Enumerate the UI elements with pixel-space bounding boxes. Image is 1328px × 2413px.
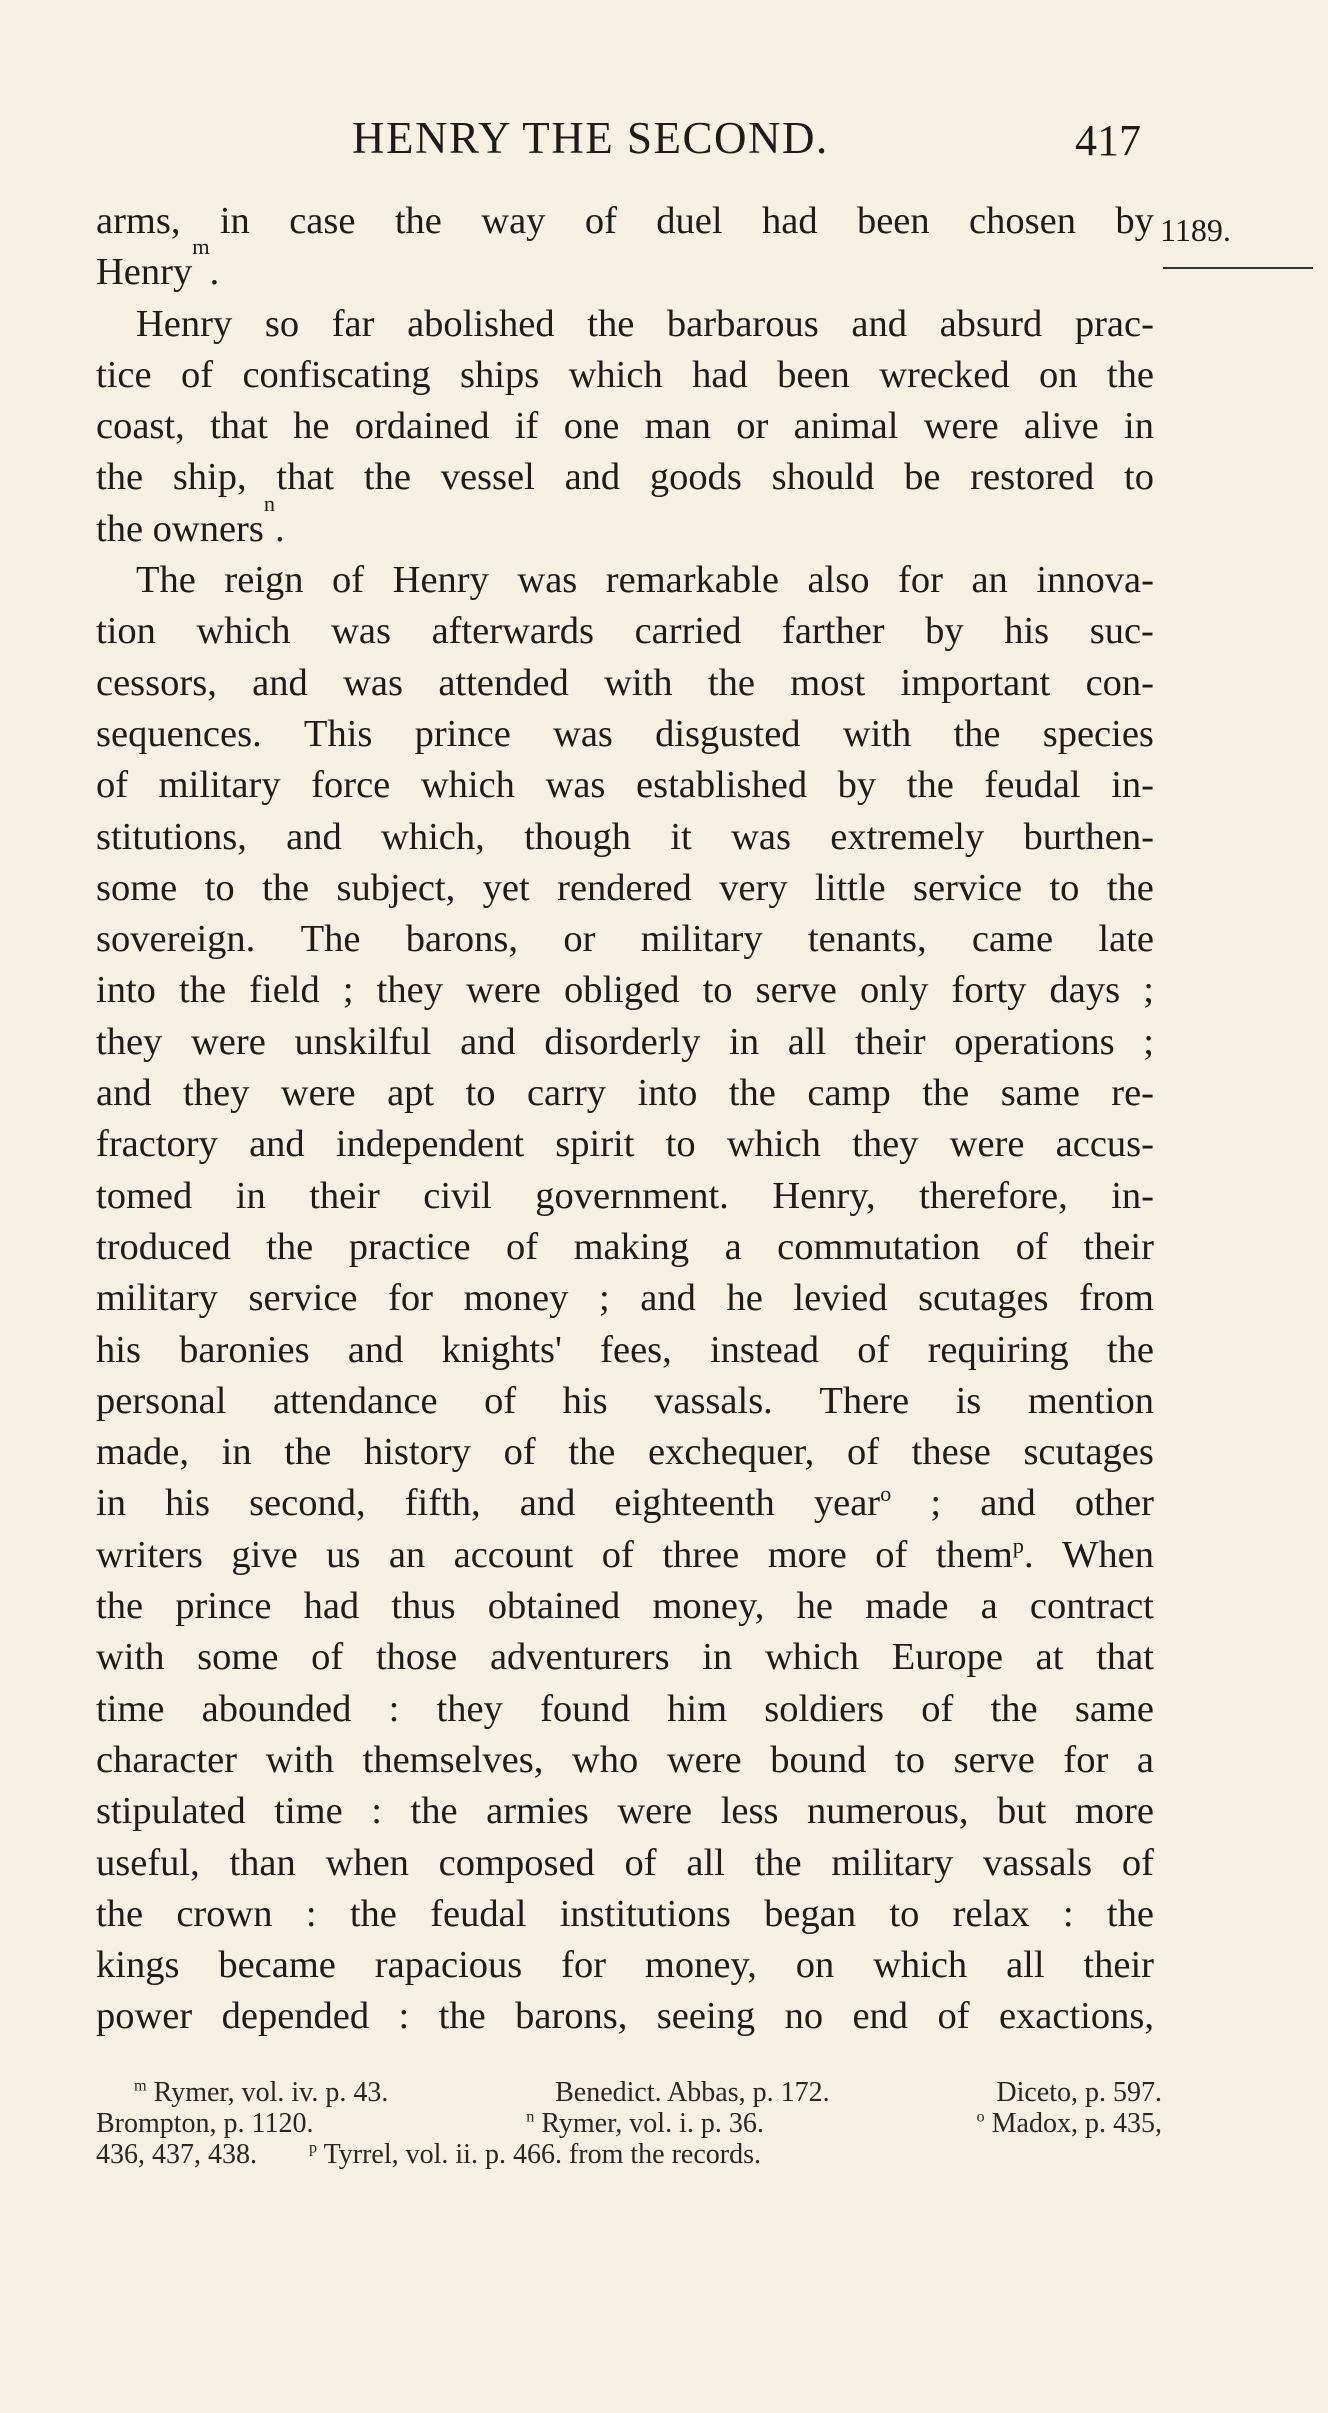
text-line: cessors, and was attended with the most important con- [96, 661, 1154, 704]
running-title: HENRY THE SECOND. [352, 113, 829, 163]
footnote-marker: m [134, 2076, 147, 2095]
text-line: the owners n . [96, 504, 1154, 555]
text-line: troduced the practice of making a commutation of their [96, 1225, 1154, 1268]
text-line: tice of confiscating ships which had been wrecked on the [96, 353, 1154, 396]
text-line: the crown : the feudal institutions began to relax : the [96, 1892, 1154, 1935]
text-line: with some of those adventurers in which Europe at that [96, 1636, 1154, 1679]
text-line: stipulated time : the armies were less numerous, but more [96, 1790, 1154, 1833]
footnote-marker: o [976, 2107, 985, 2126]
footnote-marker: p [1012, 1532, 1024, 1558]
text-line: the prince had thus obtained money, he made a contract [96, 1585, 1154, 1628]
text-line: his baronies and knights' fees, instead of requiring the [96, 1328, 1154, 1371]
footnote-entry: $^p$ Tyrrel, vol. ii. p. 466. from the records. [309, 2138, 761, 2170]
text-line: coast, that he ordained if one man or animal were alive in [96, 405, 1154, 448]
text-line: useful, than when composed of all the military vassals of [96, 1841, 1154, 1884]
margin-year-note: 1189. [1160, 212, 1231, 248]
footnote-entry: Diceto, p. 597. [996, 2077, 1162, 2108]
footnote-line [96, 2139, 1162, 2170]
text-line: time abounded : they found him soldiers of the same [96, 1687, 1154, 1730]
footnote-entry: $^o$ Madox, p. 435, [976, 2107, 1162, 2139]
page-number: 417 [1075, 116, 1141, 165]
text-line: military service for money ; and he levied scutages from [96, 1277, 1154, 1320]
text-line: into the field ; they were obliged to serve only forty days ; [96, 969, 1154, 1012]
text-line: power depended : the barons, seeing no end of exactions, [96, 1995, 1154, 2038]
text-line: in his second, fifth, and eighteenth year$^o$ ; and other [96, 1481, 1154, 1525]
text-line: The reign of Henry was remarkable also for an innova- [136, 559, 1154, 602]
text-line: sequences. This prince was disgusted with the species [96, 712, 1154, 755]
running-head [0, 112, 1328, 172]
text-line: Henry so far abolished the barbarous and absurd prac- [136, 302, 1154, 345]
footnote-marker: n [263, 490, 276, 516]
footnote-entry: 436, 437, 438. [96, 2139, 257, 2170]
text-line: made, in the history of the exchequer, of these scutages [96, 1431, 1154, 1474]
text-line: personal attendance of his vassals. There is mention [96, 1379, 1154, 1422]
text-line: sovereign. The barons, or military tenants, came late [96, 918, 1154, 961]
footnote-entry: Benedict. Abbas, p. 172. [555, 2077, 830, 2108]
text-line: kings became rapacious for money, on which all their [96, 1944, 1154, 1987]
text-line: of military force which was established by the feudal in- [96, 764, 1154, 807]
text-line: writers give us an account of three more of them$^p$. When [96, 1532, 1154, 1576]
footnote-marker: o [880, 1481, 892, 1507]
footnote-line [96, 2108, 1162, 2139]
footnote-marker: p [309, 2138, 318, 2157]
margin-rule [1163, 267, 1313, 269]
text-line: tion which was afterwards carried farther by his suc- [96, 610, 1154, 653]
footnote-marker: m [192, 234, 210, 260]
footnote-entry: $^m$ Rymer, vol. iv. p. 43. [134, 2076, 389, 2108]
text-line: arms, in case the way of duel had been chosen by [96, 200, 1154, 242]
text-line: tomed in their civil government. Henry, therefore, in- [96, 1174, 1154, 1217]
footnote-entry: Brompton, p. 1120. [96, 2108, 314, 2139]
text-line: fractory and independent spirit to which they were accus- [96, 1123, 1154, 1166]
text-line: they were unskilful and disorderly in all their operations ; [96, 1020, 1154, 1063]
text-line: Henry m . [96, 247, 1154, 298]
text-line: the ship, that the vessel and goods should be restored to [96, 456, 1154, 499]
footnotes [96, 2077, 1162, 2170]
footnote-entry: $^n$ Rymer, vol. i. p. 36. [526, 2107, 764, 2139]
footnote-marker: n [526, 2107, 535, 2126]
text-line: stitutions, and which, though it was extremely burthen- [96, 815, 1154, 858]
text-line: some to the subject, yet rendered very little service to the [96, 866, 1154, 909]
footnote-line [96, 2077, 1162, 2108]
body-text [96, 196, 1154, 2043]
text-line: and they were apt to carry into the camp the same re- [96, 1072, 1154, 1115]
text-line: character with themselves, who were bound to serve for a [96, 1738, 1154, 1781]
